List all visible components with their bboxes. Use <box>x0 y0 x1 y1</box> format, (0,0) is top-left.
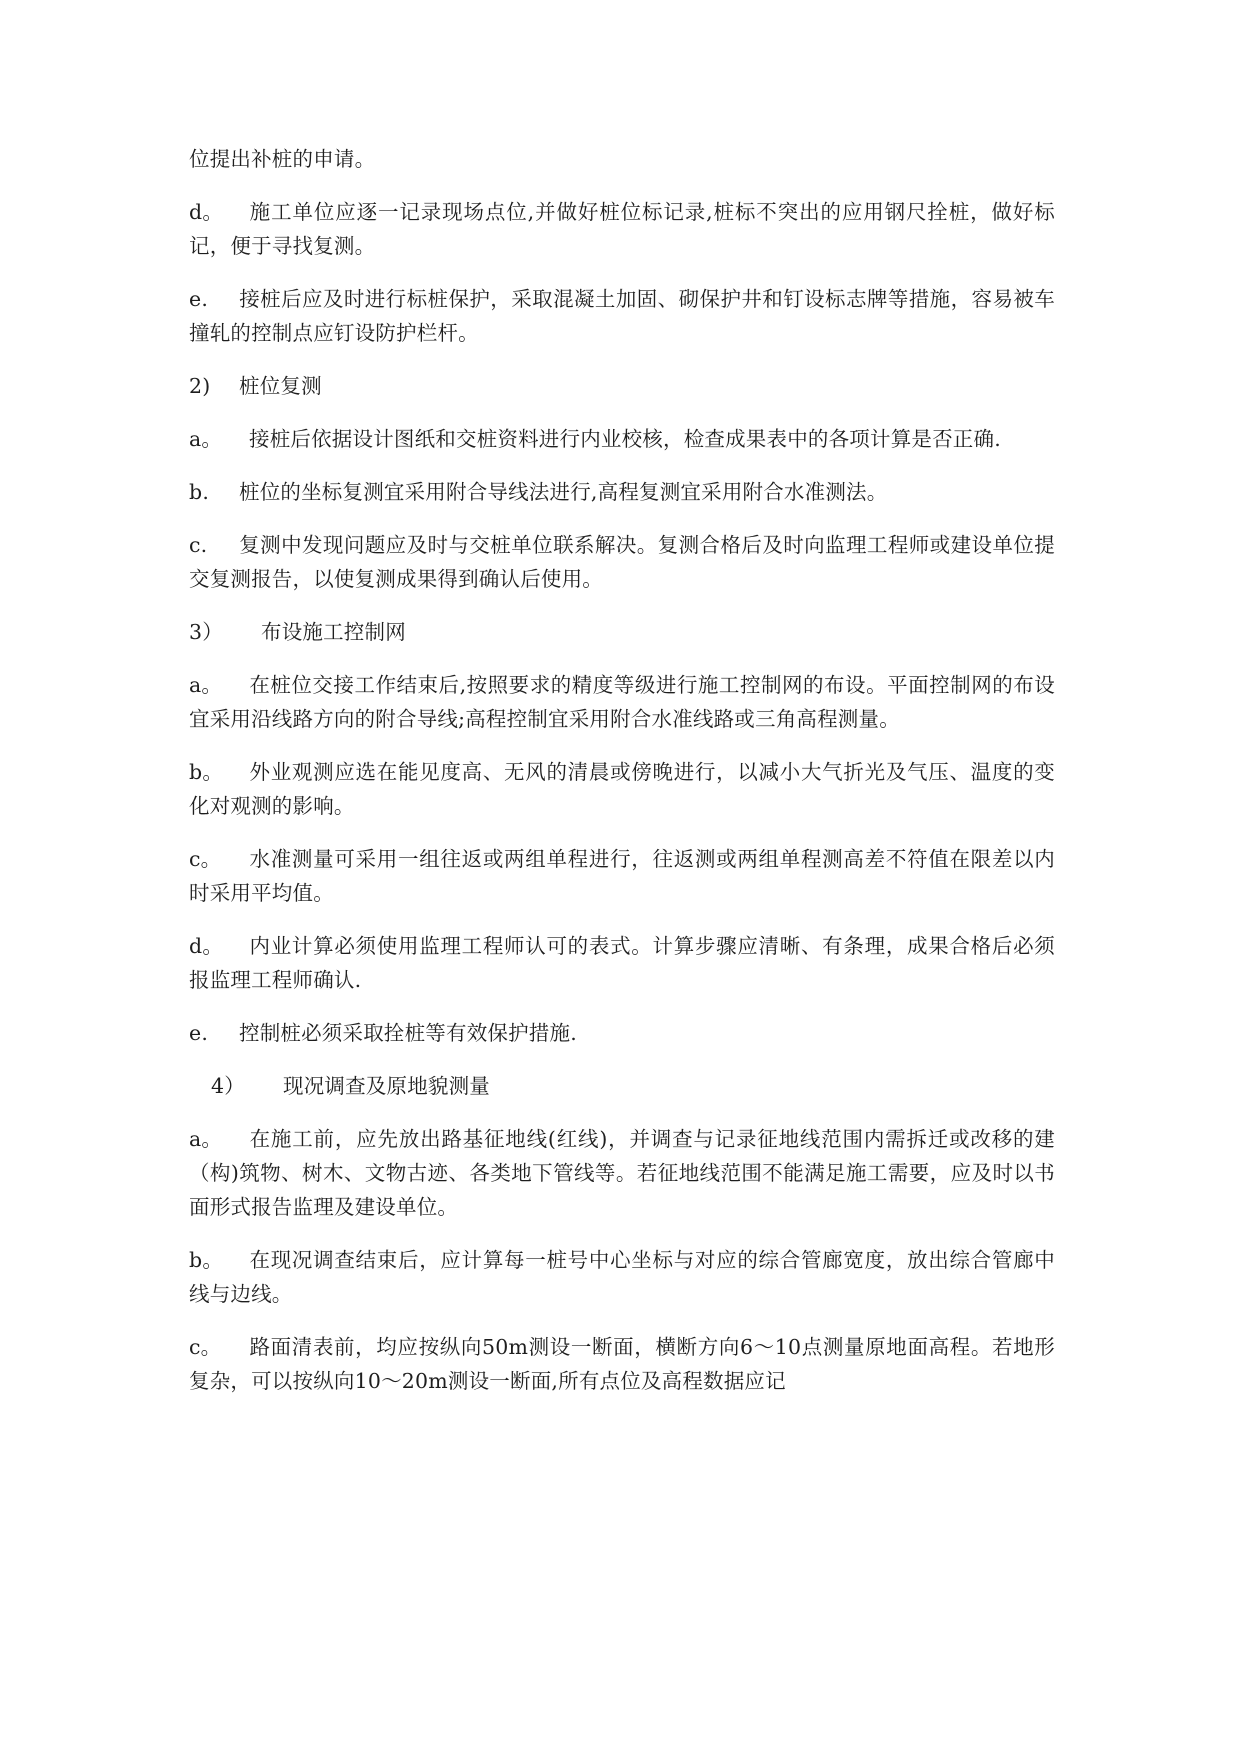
paragraph <box>189 282 1055 350</box>
paragraph-text: 位提出补桩的申请。 <box>189 147 376 171</box>
section-heading <box>189 615 1055 649</box>
item-label: b。 <box>189 1248 224 1272</box>
paragraph-text: 在桩位交接工作结束后,按照要求的精度等级进行施工控制网的布设。平面控制网的布设宜采用沿线路方向的附合导线;高程控制宜采用附合水准线路或三角高程测量。 <box>189 673 1055 731</box>
paragraph <box>189 422 1055 456</box>
paragraph <box>189 668 1055 736</box>
paragraph-text: 在现况调查结束后，应计算每一桩号中心坐标与对应的综合管廊宽度，放出综合管廊中线与边线。 <box>189 1248 1055 1306</box>
item-label: d。 <box>189 200 224 224</box>
paragraph <box>189 1330 1055 1398</box>
paragraph-text: 内业计算必须使用监理工程师认可的表式。计算步骤应清晰、有条理，成果合格后必须报监理工程师确认. <box>189 934 1055 992</box>
item-label: e. <box>189 1021 209 1045</box>
item-label: c. <box>189 533 208 557</box>
item-label: 3） <box>189 620 223 644</box>
document-body <box>189 142 1055 1398</box>
paragraph-text: 水准测量可采用一组往返或两组单程进行，往返测或两组单程测高差不符值在限差以内时采用平均值。 <box>189 847 1055 905</box>
item-label: 4） <box>211 1074 245 1098</box>
paragraph <box>189 195 1055 263</box>
paragraph <box>189 1243 1055 1311</box>
paragraph-text: 复测中发现问题应及时与交桩单位联系解决。复测合格后及时向监理工程师或建设单位提交复测报告，以使复测成果得到确认后使用。 <box>189 533 1055 591</box>
item-label: a。 <box>189 427 223 451</box>
paragraph <box>189 1016 1055 1050</box>
paragraph <box>189 528 1055 596</box>
item-label: c。 <box>189 847 222 871</box>
paragraph-text: 施工单位应逐一记录现场点位,并做好桩位标记录,桩标不突出的应用钢尺拴桩，做好标记，便于寻找复测。 <box>189 200 1055 258</box>
paragraph <box>189 755 1055 823</box>
heading-text: 现况调查及原地貌测量 <box>283 1074 490 1098</box>
section-heading <box>189 1069 1055 1103</box>
item-label: e. <box>189 287 209 311</box>
heading-text: 桩位复测 <box>239 374 322 398</box>
paragraph-text: 桩位的坐标复测宜采用附合导线法进行,高程复测宜采用附合水准测法。 <box>239 480 888 504</box>
paragraph-text: 接桩后应及时进行标桩保护，采取混凝土加固、砌保护井和钉设标志牌等措施，容易被车撞轧的控制点应钉设防护栏杆。 <box>189 287 1055 345</box>
item-label: d。 <box>189 934 224 958</box>
item-label: b. <box>189 480 210 504</box>
item-label: a。 <box>189 673 223 697</box>
paragraph <box>189 142 1055 176</box>
item-label: b。 <box>189 760 224 784</box>
paragraph <box>189 842 1055 910</box>
paragraph-text: 外业观测应选在能见度高、无风的清晨或傍晚进行，以减小大气折光及气压、温度的变化对观测的影响。 <box>189 760 1055 818</box>
paragraph-text: 接桩后依据设计图纸和交桩资料进行内业校核，检查成果表中的各项计算是否正确. <box>249 427 1001 451</box>
paragraph-text: 在施工前，应先放出路基征地线(红线)，并调查与记录征地线范围内需拆迁或改移的建（构)筑物、树木、文物古迹、各类地下管线等。若征地线范围不能满足施工需要，应及时以书面形式报告监理及建设单位。 <box>189 1127 1055 1219</box>
item-label: 2) <box>189 374 211 398</box>
paragraph-text: 路面清表前，均应按纵向50m测设一断面，横断方向6～10点测量原地面高程。若地形复杂，可以按纵向10～20m测设一断面,所有点位及高程数据应记 <box>189 1335 1055 1393</box>
paragraph <box>189 1122 1055 1224</box>
paragraph <box>189 929 1055 997</box>
heading-text: 布设施工控制网 <box>261 620 406 644</box>
paragraph <box>189 475 1055 509</box>
paragraph-text: 控制桩必须采取拴桩等有效保护措施. <box>239 1021 577 1045</box>
section-heading <box>189 369 1055 403</box>
item-label: c。 <box>189 1335 222 1359</box>
item-label: a。 <box>189 1127 223 1151</box>
